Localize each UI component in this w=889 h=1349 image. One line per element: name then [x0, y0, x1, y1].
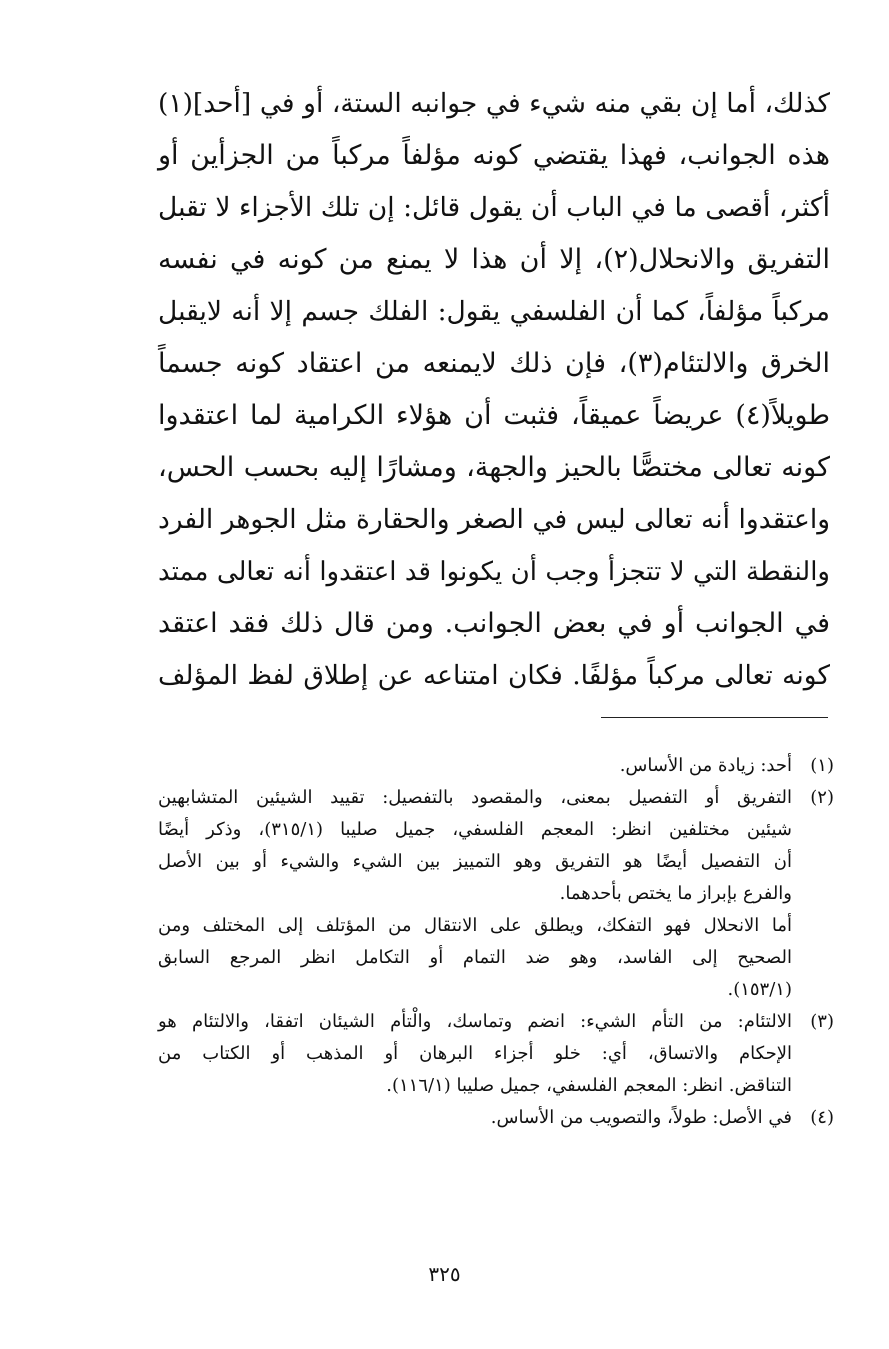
footnote-separator: [601, 717, 828, 718]
main-text-line: والنقطة التي لا تتجزأ وجب أن يكونوا قد اعتقدوا أنه تعالى ممتد: [158, 557, 830, 587]
footnote-body: [158, 782, 792, 1006]
main-text-line: التفريق والانحلال(٢)، إلا أن هذا لا يمنع من كونه في نفسه: [158, 244, 830, 275]
main-text-line: كونه تعالى مختصًّا بالحيز والجهة، ومشارًا إليه بحسب الحس،: [158, 452, 830, 483]
footnote-line: والفرع بإبراز ما يختص بأحدهما.: [559, 883, 792, 904]
footnotes-section: [158, 750, 834, 1134]
main-text-line: أكثر، أقصى ما في الباب أن يقول قائل: إن تلك الأجزاء لا تقبل: [158, 192, 830, 223]
footnote-number: (٤): [810, 1107, 834, 1128]
footnote-line: أن التفصيل أيضًا هو التفريق وهو التمييز بين الشيء والشيء أو بين الأصل: [158, 851, 792, 872]
footnote-number: (٣): [810, 1011, 834, 1032]
main-text-line: كونه تعالى مركباً مؤلفًا. فكان امتناعه عن إطلاق لفظ المؤلف: [158, 660, 830, 691]
footnote-line: أما الانحلال فهو التفكك، ويطلق على الانتقال من المؤتلف إلى المختلف ومن: [158, 915, 792, 936]
main-text-line: واعتقدوا أنه تعالى ليس في الصغر والحقارة مثل الجوهر الفرد: [158, 504, 830, 535]
main-text-block: [158, 78, 830, 702]
main-text-line: في الجوانب أو في بعض الجوانب. ومن قال ذلك فقد اعتقد: [158, 608, 830, 639]
footnote-body: [158, 1006, 792, 1102]
footnote-body: [158, 1102, 792, 1134]
main-text-line: الخرق والالتئام(٣)، فإن ذلك لايمنعه من اعتقاد كونه جسماً: [158, 348, 830, 379]
footnote-body: [158, 750, 792, 782]
main-text-line: مركباً مؤلفاً، كما أن الفلسفي يقول: الفلك جسم إلا أنه لايقبل: [158, 296, 830, 327]
footnote-line: التناقض. انظر: المعجم الفلسفي، جميل صليبا (١١٦/١).: [386, 1075, 792, 1096]
footnote-line: (١٥٣/١).: [727, 979, 792, 1000]
page-number: ٣٢٥: [428, 1262, 461, 1286]
main-text-line: هذه الجوانب، فهذا يقتضي كونه مؤلفاً مركباً من الجزأين أو: [158, 140, 830, 171]
footnote-line: شيئين مختلفين انظر: المعجم الفلسفي، جميل صليبا (٣١٥/١)، وذكر أيضًا: [158, 819, 792, 840]
footnote-line: في الأصل: طولاً، والتصويب من الأساس.: [490, 1107, 792, 1128]
footnote-number: (٢): [810, 787, 834, 808]
footnote-line: أحد: زيادة من الأساس.: [619, 755, 792, 776]
footnote-line: الإحكام والاتساق، أي: خلو أجزاء البرهان أو المذهب أو الكتاب من: [158, 1043, 792, 1064]
main-text-line: كذلك، أما إن بقي منه شيء في جوانبه الستة، أو في [أحد](١): [158, 88, 830, 119]
footnote-line: الصحيح إلى الفاسد، وهو ضد التمام أو التكامل انظر المرجع السابق: [158, 947, 792, 968]
main-text-line: طويلاً(٤) عريضاً عميقاً، فثبت أن هؤلاء الكرامية لما اعتقدوا: [158, 400, 830, 431]
footnote-3: [158, 1006, 834, 1102]
footnote-1: [158, 750, 834, 782]
footnote-4: [158, 1102, 834, 1134]
footnote-2: [158, 782, 834, 1006]
footnote-line: التفريق أو التفصيل بمعنى، والمقصود بالتفصيل: تقييد الشيئين المتشابهين: [158, 787, 792, 808]
footnote-number: (١): [810, 755, 834, 776]
footnote-line: الالتئام: من التأم الشيء: انضم وتماسك، والْتأم الشيئان اتفقا، والالتئام هو: [158, 1011, 792, 1032]
